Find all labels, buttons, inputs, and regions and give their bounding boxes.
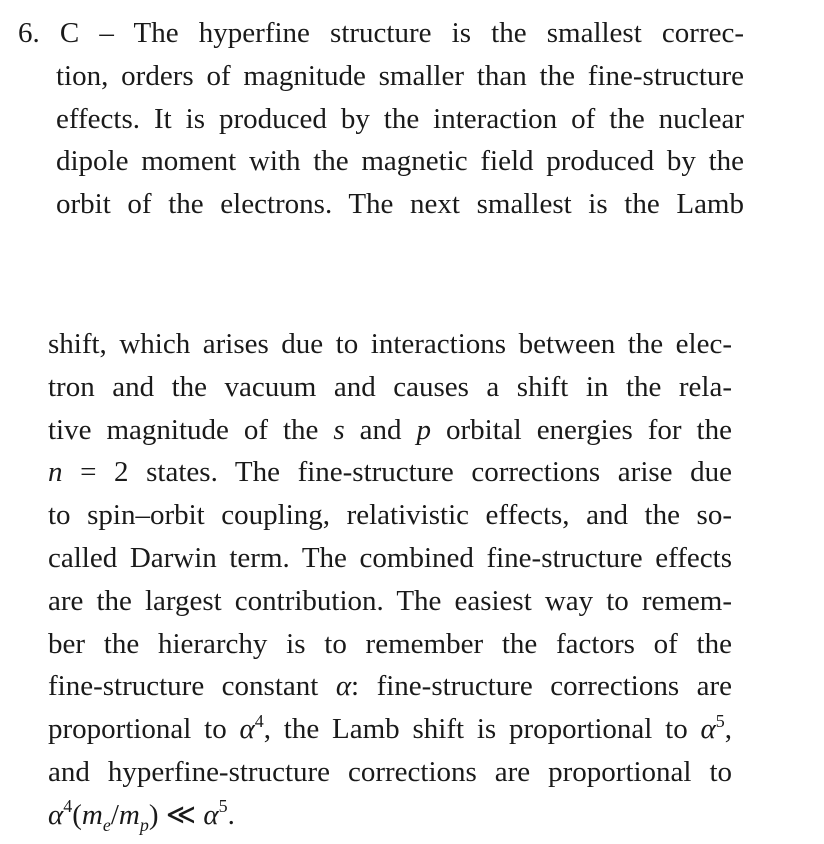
text-line: to spin–orbit coupling, relativistic effects, and the so-: [48, 499, 732, 532]
math-paren-close: ): [148, 798, 159, 831]
text-run: orbital energies for the: [431, 413, 732, 446]
math-period: .: [227, 798, 235, 831]
math-m-e: m: [81, 798, 103, 831]
math-alpha: α: [700, 713, 716, 746]
text-run: ,: [724, 713, 732, 746]
math-exponent: 4: [254, 710, 264, 731]
item-answer: C: [59, 17, 80, 49]
math-p: p: [416, 413, 432, 446]
text-run: , the Lamb shift is proportional to: [263, 713, 701, 746]
text-line: shift, which arises due to interactions between the elec-: [48, 328, 732, 360]
math-slash: /: [110, 798, 119, 831]
math-s: s: [333, 413, 345, 446]
math-alpha: α: [203, 798, 219, 831]
math-subscript-e: e: [102, 814, 111, 835]
text-run: : fine-structure corrections are: [351, 670, 732, 703]
text-line: [48, 451, 732, 494]
text-run: and: [344, 413, 417, 446]
text-line: called Darwin term. The combined fine-structure effects: [48, 541, 732, 574]
text-run: 2 states. The fine-structure corrections arise due: [114, 456, 732, 489]
text-line: are the largest contribution. The easiest way to remem-: [48, 584, 732, 617]
math-much-less-than: ≪: [158, 798, 204, 831]
text-line: effects. It is produced by the interaction of the nuclear: [56, 102, 744, 135]
paragraph-part-2: [48, 323, 732, 837]
text-line: dipole moment with the magnetic field produced by the: [56, 145, 744, 178]
text-run: tive magnitude of the: [48, 413, 334, 446]
math-exponent: 5: [218, 796, 228, 817]
text-line: tion, orders of magnitude smaller than the fine-structure: [56, 59, 744, 92]
math-equals: =: [62, 456, 115, 489]
math-exponent: 5: [715, 710, 725, 731]
text-line: [48, 665, 732, 708]
math-alpha: α: [48, 798, 64, 831]
math-alpha: α: [239, 713, 255, 746]
math-m-p: m: [118, 798, 140, 831]
math-subscript-p: p: [139, 814, 149, 835]
math-alpha: α: [335, 670, 352, 703]
text-line: [48, 708, 732, 751]
item-number: 6.: [18, 17, 40, 49]
text-line: ber the hierarchy is to remember the factors of the: [48, 627, 732, 660]
text-line: The hyperfine structure is the smallest correc-: [133, 17, 745, 49]
text-run: fine-structure constant: [48, 670, 336, 703]
math-exponent: 4: [63, 796, 73, 817]
item-dash: –: [99, 17, 114, 49]
text-line: [48, 409, 732, 452]
text-line: and hyperfine-structure corrections are proportional to: [48, 755, 732, 788]
formula-line: [48, 794, 732, 837]
math-paren-open: (: [72, 798, 82, 831]
page-gap: [0, 226, 824, 316]
paragraph-part-1: [18, 12, 744, 226]
math-n: n: [48, 456, 63, 489]
text-line: tron and the vacuum and causes a shift in the rela-: [48, 370, 732, 403]
text-run: proportional to: [48, 713, 240, 746]
item-first-line: [18, 12, 744, 55]
text-line: orbit of the electrons. The next smallest is the Lamb: [56, 188, 744, 221]
